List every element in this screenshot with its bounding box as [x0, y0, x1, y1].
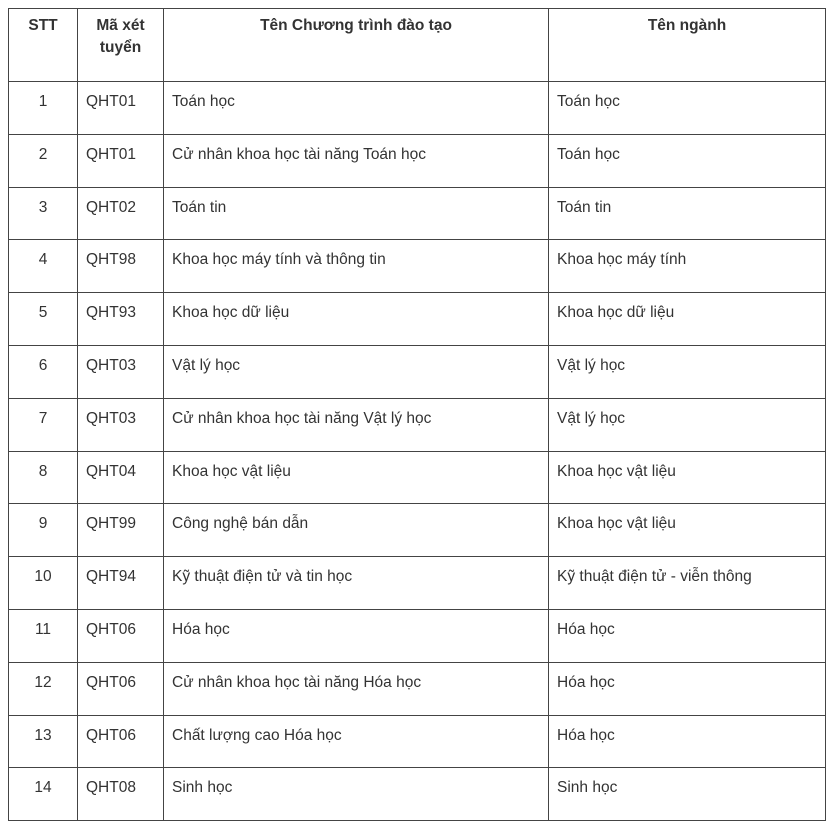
cell-admission-code: QHT02 [78, 187, 164, 240]
cell-major-name: Kỹ thuật điện tử - viễn thông [549, 557, 826, 610]
cell-major-name: Hóa học [549, 662, 826, 715]
cell-stt: 5 [9, 293, 78, 346]
cell-stt: 9 [9, 504, 78, 557]
cell-stt: 4 [9, 240, 78, 293]
header-admission-code: Mã xét tuyển [78, 9, 164, 82]
table-row [9, 82, 826, 135]
cell-admission-code: QHT06 [78, 609, 164, 662]
cell-program-name: Khoa học máy tính và thông tin [164, 240, 549, 293]
cell-program-name: Khoa học dữ liệu [164, 293, 549, 346]
cell-major-name: Toán học [549, 134, 826, 187]
header-program-name: Tên Chương trình đào tạo [164, 9, 549, 82]
table-row [9, 187, 826, 240]
cell-program-name: Toán học [164, 82, 549, 135]
cell-program-name: Sinh học [164, 768, 549, 821]
cell-major-name: Khoa học vật liệu [549, 451, 826, 504]
header-row [9, 9, 826, 82]
cell-program-name: Vật lý học [164, 345, 549, 398]
cell-admission-code: QHT01 [78, 82, 164, 135]
cell-admission-code: QHT06 [78, 662, 164, 715]
cell-stt: 12 [9, 662, 78, 715]
cell-major-name: Vật lý học [549, 398, 826, 451]
table-row [9, 504, 826, 557]
cell-major-name: Khoa học vật liệu [549, 504, 826, 557]
cell-program-name: Kỹ thuật điện tử và tin học [164, 557, 549, 610]
table-row [9, 293, 826, 346]
cell-stt: 11 [9, 609, 78, 662]
cell-program-name: Chất lượng cao Hóa học [164, 715, 549, 768]
cell-admission-code: QHT06 [78, 715, 164, 768]
table-row [9, 768, 826, 821]
cell-admission-code: QHT94 [78, 557, 164, 610]
table-row [9, 557, 826, 610]
cell-program-name: Cử nhân khoa học tài năng Toán học [164, 134, 549, 187]
cell-program-name: Hóa học [164, 609, 549, 662]
table-row [9, 451, 826, 504]
cell-admission-code: QHT93 [78, 293, 164, 346]
cell-admission-code: QHT98 [78, 240, 164, 293]
cell-major-name: Vật lý học [549, 345, 826, 398]
table-row [9, 662, 826, 715]
table-row [9, 134, 826, 187]
cell-major-name: Hóa học [549, 609, 826, 662]
cell-stt: 8 [9, 451, 78, 504]
cell-admission-code: QHT04 [78, 451, 164, 504]
table-row [9, 240, 826, 293]
cell-stt: 7 [9, 398, 78, 451]
cell-admission-code: QHT01 [78, 134, 164, 187]
cell-program-name: Cử nhân khoa học tài năng Vật lý học [164, 398, 549, 451]
cell-admission-code: QHT03 [78, 345, 164, 398]
header-stt: STT [9, 9, 78, 82]
table-row [9, 345, 826, 398]
table-row [9, 609, 826, 662]
cell-program-name: Công nghệ bán dẫn [164, 504, 549, 557]
table-row [9, 715, 826, 768]
cell-stt: 6 [9, 345, 78, 398]
cell-major-name: Sinh học [549, 768, 826, 821]
table-body [9, 82, 826, 821]
cell-major-name: Toán tin [549, 187, 826, 240]
cell-major-name: Hóa học [549, 715, 826, 768]
cell-admission-code: QHT03 [78, 398, 164, 451]
header-major-name: Tên ngành [549, 9, 826, 82]
cell-stt: 3 [9, 187, 78, 240]
cell-major-name: Toán học [549, 82, 826, 135]
cell-stt: 1 [9, 82, 78, 135]
cell-major-name: Khoa học máy tính [549, 240, 826, 293]
cell-program-name: Khoa học vật liệu [164, 451, 549, 504]
table-row [9, 398, 826, 451]
cell-program-name: Cử nhân khoa học tài năng Hóa học [164, 662, 549, 715]
cell-admission-code: QHT08 [78, 768, 164, 821]
cell-stt: 13 [9, 715, 78, 768]
cell-stt: 10 [9, 557, 78, 610]
cell-program-name: Toán tin [164, 187, 549, 240]
cell-stt: 14 [9, 768, 78, 821]
cell-stt: 2 [9, 134, 78, 187]
table-head [9, 9, 826, 82]
cell-admission-code: QHT99 [78, 504, 164, 557]
admission-programs-table [8, 8, 826, 821]
cell-major-name: Khoa học dữ liệu [549, 293, 826, 346]
